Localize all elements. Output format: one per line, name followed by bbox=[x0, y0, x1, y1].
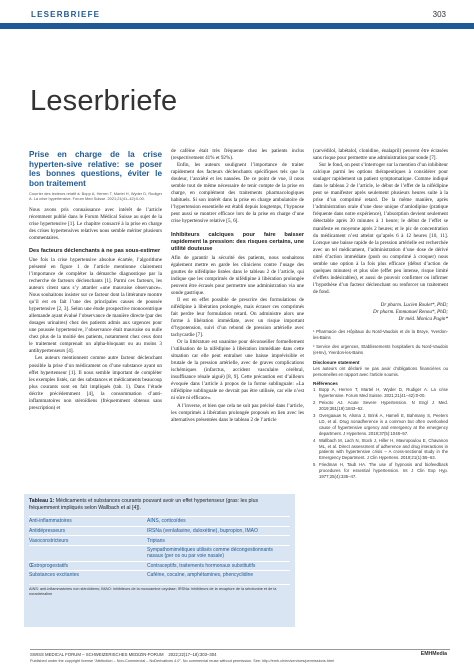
journal-issue: 2022;22(17–18):303–304 bbox=[168, 652, 217, 657]
license-text: Published under the copyright license “Attribution – Non-Commercial – NoDerivatives 4.0”. No commercial reuse without permission. bbox=[30, 659, 253, 663]
body-paragraph: Il est en effet possible de prescrire des formulations de nifédipine à libération prolongée, mais écraser ces comprimés fait perdre leur formulation retard. On administre alors une forme à libération immédiate, avec un risque important d’hypotension, suivi d’un rebond de pression artérielle avec tachycardie [7]. bbox=[171, 296, 304, 339]
license-note bbox=[30, 659, 334, 663]
table-cell-items: Contraceptifs, traitements hormonaux substitutifs bbox=[147, 562, 256, 569]
affiliations bbox=[313, 329, 448, 356]
table-cell-category bbox=[29, 547, 147, 559]
table-caption bbox=[29, 498, 290, 511]
table-cell-items: Sympathomimétiques utilisés comme décongestionnants nasaux (per os ou par voie nasale) bbox=[147, 547, 273, 560]
header-rule bbox=[0, 23, 474, 29]
page-number: 303 bbox=[432, 10, 446, 19]
footer-journal bbox=[30, 652, 217, 657]
table-cell-items: Caféine, cocaïne, amphétamines, phencyclidine bbox=[147, 572, 254, 579]
affiliation: ¹ Pharmacie des Hôpitaux du Nord-Vaudois et de la Broye, Yverdon-les-Bains bbox=[313, 328, 448, 340]
author-signature: Dr pharm. Lucien Roulet*, PhD; bbox=[380, 301, 448, 308]
page-title: Leserbriefe bbox=[30, 85, 178, 117]
table-cell-category: Substances excitantes bbox=[29, 572, 80, 579]
body-paragraph: (carvédilol, labétalol, clonidine, énalapril) peuvent être écrasées sans risque pour permettre une administration par sonde [7]. bbox=[313, 148, 448, 162]
column-3 bbox=[313, 148, 448, 481]
disclosure-heading: Disclosure statement bbox=[313, 359, 360, 365]
reference-item: 4 Wallbach M, Lach N, Stock J, Hiller H, Mavropoulou E, Chavanon ML, et al. Direct assessment of adherence and drug interactions in patients with hypertensive crisis – A cross-sectional study in the Emergency Department. J Clin Hypertens. 2019;21(1):55–63. bbox=[313, 437, 448, 461]
table-cell-category: Antidépresseurs bbox=[29, 527, 66, 534]
table-row bbox=[29, 570, 290, 580]
column-2 bbox=[171, 148, 304, 424]
body-paragraph: Une fois la crise hypertensive absolue écartée, l’algorithme présenté en figure 1 de l’article mentionne clairement l’importance de compléter la démarche diagnostique par la recherche de facteurs déclenchants [1]. Parmi ces facteurs, les auteurs citent sans s’y attarder «une mauvaise observance». Nous souhaitons insister sur ce facteur dont la littérature montre qu’il est en fait l’une des principales causes de poussée hypertensive [2, 3]. Selon une étude prospective monocentrique allemande ayant évalué l’observance de manière directe (par des dosages urinaires) chez des patients admis aux urgences pour une poussée hypertensive, l’observance était mauvaise ou nulle chez plus de la moitié des patients, notamment chez ceux dont le traitement comprenait un alpha-bloquant ou au moins 3 antihypertenseurs [4]. bbox=[29, 256, 162, 355]
body-paragraph: Les auteurs mentionnent comme autre facteur déclenchant possible la prise d’un médicament ou d’une substance ayant un effet hypertenseur [1]. Il nous semble important de compléter les exemples listés, car des substances et médicaments beaucoup plus courants sont en fait impliqués (tab. 1). Dans l’étude décrite précédemment [4], la consommation d’anti-inflammatoires non stéroïdiens (fréquemment obtenus sans prescription) et bbox=[29, 355, 162, 411]
table-row bbox=[29, 535, 290, 545]
reference-item: 5 Friedman H, Taub HA. The use of hypnosis and biofeedback procedures for essential hypertension. Int J Clin Exp Hyp. 1977;25(4):335–47. bbox=[313, 462, 448, 480]
section-heading: Des facteurs déclenchants à ne pas sous-estimer bbox=[29, 247, 161, 254]
table-caption-text: Médicaments et substances courants pouvant avoir un effet hypertenseur (gras: les plus fréquemment impliqués selon Wallbach et al [4]). bbox=[29, 498, 259, 511]
permissions-link[interactable]: See: http://emh.ch/en/services/permissions.html bbox=[253, 659, 334, 663]
journal-name: SWISS MEDICAL FORUM – SCHWEIZERISCHES MEDIZIN-FORUM bbox=[30, 652, 164, 657]
footer-rule bbox=[30, 649, 450, 650]
table-row bbox=[29, 516, 290, 526]
publisher-logo: EMHMedia bbox=[420, 651, 447, 657]
author-signature: Dr méd. Monica Pagin* bbox=[398, 315, 448, 322]
table-row bbox=[29, 526, 290, 536]
page-header bbox=[0, 0, 474, 35]
references-heading: Références bbox=[313, 381, 338, 387]
table-cell-category: Vasoconstricteurs bbox=[29, 537, 69, 544]
disclosure-text: Les auteurs ont déclaré ne pas avoir d’obligations financières ou personnelles en rapport avec l’article soumis. bbox=[313, 365, 448, 377]
table-cell-category: Anti-inflammatoires bbox=[29, 518, 72, 525]
table-row bbox=[29, 561, 290, 571]
table-cell-items: Triptans bbox=[147, 537, 165, 544]
article-title: Prise en charge de la crise hyperten-sive relative: se poser les bonnes questions, éviter le bon traitement bbox=[29, 150, 162, 188]
references-list bbox=[313, 387, 448, 480]
reference-item: 2 Peixoto AJ. Acute Severe Hypertension. N Engl J Med. 2019;381(19):1843–52. bbox=[313, 400, 448, 412]
author-signatures bbox=[313, 302, 448, 323]
column-1 bbox=[29, 150, 162, 412]
body-paragraph: Enfin, les auteurs soulignent l’importance de traiter rapidement des facteurs déclenchants spécifiques tels que la douleur, l’anxiété et les nausées. De ce point de vue, il nous semble tout de même nécessaire de tenir compte de la prise en charge, en complément des traitements pharmacologiques habituels. Si son intérêt dans la prise en charge ambulatoire de l’hypertension essentielle est établi depuis longtemps, l’hypnose peut aussi se montrer efficace lors de la prise en charge d’une crise hypertensive relative [5, 6]. bbox=[171, 162, 304, 225]
body-paragraph: Sur le fond, on peut s’interroger sur la mention d’un inhibiteur calcique parmi les options thérapeutiques à considérer pour soulager rapidement un patient symptomatique. Comme indiqué dans le tableau 2 de l’article, le début de l’effet de la nifédipine peut se manifester après seulement plusieurs heures suite à la prise d’un comprimé retard. De la même manière, après l’administration orale d’une dose unique d’amlodipine (pratique fréquente dans notre expérience), l’absorption devient seulement détectable après 30 minutes à 1 heure; le début de l’effet se manifeste en moyenne après 2 heures; et le pic de concentration du médicament n’est atteint qu’après 6 à 12 heures [10, 11]. Lorsque une baisse rapide de la pression artérielle est recherchée avec un tel médicament, l’administration d’une dose de dérivé nitré d’action immédiate (push ou comprimé à croquer) nous semble une option à la fois plus efficace (début d’action de quelques minutes) et plus sûre (effet peu intense, risque limité d’effets indésirables), et aussi de pouvoir confirmer ou infirmer l’hypothèse d’un facteur déclenchant ou renforcer un traitement de fond. bbox=[313, 162, 448, 295]
author-signature: Dr pharm. Emmanuel Renou*, PhD; bbox=[373, 308, 448, 315]
table-1 bbox=[24, 494, 295, 627]
body-paragraph: A l’inverse, et bien que cela ne soit pas précisé dans l’article, les comprimés à libération prolongée proposés en lien avec les alternatives présentées dans le tableau 2 de l’article bbox=[171, 402, 304, 423]
page-footer bbox=[0, 644, 474, 670]
table-caption-label: Tableau 1: bbox=[29, 498, 55, 504]
body-paragraph: de caféine était très fréquente chez les patients inclus (respectivement 41% et 92%). bbox=[171, 148, 304, 162]
body-paragraph: Or la littérature est unanime pour déconseiller formellement l’utilisation de la nifédipine à libération immédiate dans cette situation car elle peut entraîner une baisse imprévisible et brutale de la pression artérielle, avec de graves complications ischémiques (infarctus, accident vasculaire cérébral, insuffisance rénale aiguë) [8, 9]. Cette précaution est d’ailleurs évoquée dans l’article à propos de la forme sublinguale: «La nifédipine sublinguale ne devrait pas être utilisée, car elle n’est ni sûre ni efficace». bbox=[171, 339, 304, 402]
body-paragraph: Afin de garantir la sécurité des patients, nous souhaitons également mettre en garde les cliniciens contre l’usage des gouttes de nifédipine listées dans le tableau 2 de l’article, qui indique que les comprimés de nifédipine à libération prolongée peuvent être écrasés pour permettre une administration via une sonde gastrique. bbox=[171, 254, 304, 296]
citation-intro: Courrier des lecteurs relatif à: Bopp A, Herren T, Martel H, bbox=[29, 191, 130, 197]
affiliation: ² Service des urgences, Etablissements hospitaliers du Nord-Vaudois (eHnv), Yverdon-les-Bains bbox=[313, 343, 448, 355]
reference-item: 1 Bopp A, Herren T, Martel H, Wyder D, Rudiger A. La crise hypertensive. Forum Med Suisse. 2021;21(41–42):0-00. bbox=[313, 387, 448, 399]
section-heading: Inhibiteurs calciques pour faire baisser rapidement la pression: des risques certains, une utilité douteuse bbox=[171, 231, 304, 252]
table-row bbox=[29, 545, 290, 561]
reference-item: 3 Overgaauw N, Alsma J, Brink A, Hameli E, Bahmany S, Peeters LD, et al. Drug nonadherence is a common but often overlooked cause of hypertensive urgency and emergency at the emergency department. J Hypertens. 2019;37(5):1048–57. bbox=[313, 413, 448, 436]
section-label: LESERBRIEFE bbox=[31, 10, 101, 19]
citation-rest: Wyder D, Rudiger A. La crise hypertensive. Forum Med Suisse. 2021;21(41–42):0-00. bbox=[29, 191, 162, 202]
body-paragraph: Nous avons pris connaissance avec intérêt de l’article récemment publié dans le Forum Médical Suisse au sujet de la crise hypertensive [1]. Le chapitre consacré à la prise en charge des crises hypertensives relatives nous semble mériter plusieurs commentaires. bbox=[29, 206, 162, 241]
table-cell-category: Œstroprogestatifs bbox=[29, 562, 69, 569]
table-cell-items: AINS, corticoïdes bbox=[147, 518, 186, 525]
article-citation bbox=[29, 191, 162, 201]
table-footnote: AINS: anti-inflammatoires non stéroïdiens; IMAO: inhibiteurs de la monoamine oxydase; IRSNa: inhibiteurs de la recapture de la sérotonine et de la noradrénaline bbox=[29, 584, 290, 597]
table-cell-items: IRSNa (venlafaxine, duloxétine), bupropion, IMAO bbox=[147, 527, 258, 534]
